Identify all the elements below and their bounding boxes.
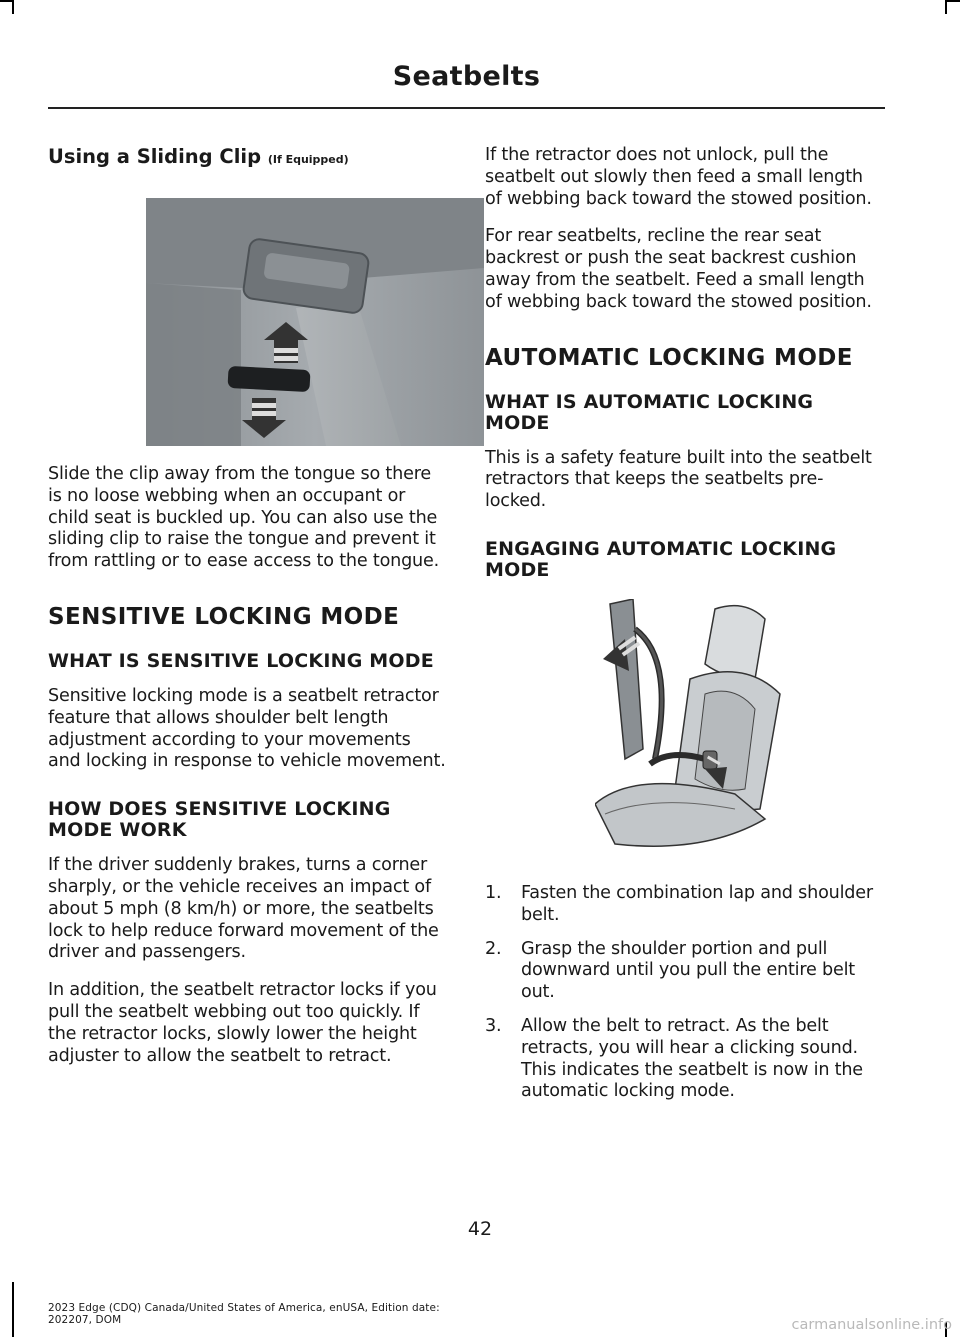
seat-illustration [595, 599, 795, 861]
sliding-clip-description: Slide the clip away from the tongue so there is no loose webbing when an occupant or child seat is buckled up. You can also use the sliding clip to raise the tongue and prevent it from rattling or to ease access to the tongue. [48, 464, 440, 572]
what-is-sensitive-text: Sensitive locking mode is a seatbelt retractor feature that allows shoulder belt length adjustment according to your movements and locking in response to vehicle movement. [48, 685, 446, 772]
page-header [48, 58, 885, 109]
engaging-steps-list [485, 883, 883, 1103]
crop-mark [947, 0, 960, 2]
sliding-clip-heading [48, 145, 448, 172]
crop-mark [0, 0, 12, 2]
crop-mark [945, 0, 947, 14]
page-title: Seatbelts [392, 61, 541, 92]
step-text: Fasten the combination lap and shoulder belt. [521, 882, 873, 925]
sliding-clip-heading-text: Using a Sliding Clip [48, 145, 262, 168]
seat-image [595, 599, 795, 861]
sliding-clip-illustration [146, 198, 484, 446]
edition-footer: 2023 Edge (CDQ) Canada/United States of America, enUSA, Edition date: 202207, DOM [48, 1302, 440, 1326]
step-text: Grasp the shoulder portion and pull downward until you pull the entire belt out. [521, 938, 855, 1003]
sliding-clip-image [146, 198, 484, 446]
list-item [485, 939, 883, 1004]
left-column [48, 145, 448, 1083]
sensitive-locking-title: SENSITIVE LOCKING MODE [48, 603, 400, 630]
what-is-automatic-text: This is a safety feature built into the seatbelt retractors that keeps the seatbelts pre-locked. [485, 447, 872, 512]
if-equipped-note: (If Equipped) [267, 153, 349, 166]
what-is-sensitive-heading: WHAT IS SENSITIVE LOCKING MODE [48, 649, 434, 672]
list-item [485, 883, 883, 927]
list-item [485, 1016, 883, 1103]
step-number: 3. [485, 1015, 502, 1036]
engaging-automatic-heading: ENGAGING AUTOMATIC LOCKING MODE [485, 537, 837, 581]
step-number: 2. [485, 938, 502, 959]
watermark-text: carmanualsonline.info [791, 1317, 952, 1333]
page-number: 42 [467, 1218, 493, 1240]
crop-mark [12, 0, 14, 14]
how-sensitive-works-heading: HOW DOES SENSITIVE LOCKING MODE WORK [48, 798, 391, 842]
automatic-locking-title: AUTOMATIC LOCKING MODE [485, 344, 853, 371]
step-text: Allow the belt to retract. As the belt retracts, you will hear a clicking sound. This indicates the seatbelt is now in the automatic locking mode. [521, 1015, 863, 1102]
rear-seatbelts-text: For rear seatbelts, recline the rear seat backrest or push the seat backrest cushion away from the seatbelt. Feed a small length of webbing back toward the stowed position. [485, 226, 872, 312]
right-column [485, 145, 883, 1115]
crop-mark [12, 1282, 14, 1337]
how-sensitive-works-text-1: If the driver suddenly brakes, turns a corner sharply, or the vehicle receives an impact of about 5 mph (8 km/h) or more, the seatbelts lock to help reduce forward movement of the driver and passengers. [48, 855, 439, 963]
how-sensitive-works-text-2: In addition, the seatbelt retractor locks if you pull the seatbelt webbing out too quickly. If the retractor locks, slowly lower the height adjuster to allow the seatbelt to retract. [48, 980, 437, 1066]
step-number: 1. [485, 882, 502, 903]
retractor-unlock-text: If the retractor does not unlock, pull the seatbelt out slowly then feed a small length of webbing back toward the stowed position. [485, 145, 872, 209]
what-is-automatic-heading: WHAT IS AUTOMATIC LOCKING MODE [485, 390, 814, 434]
